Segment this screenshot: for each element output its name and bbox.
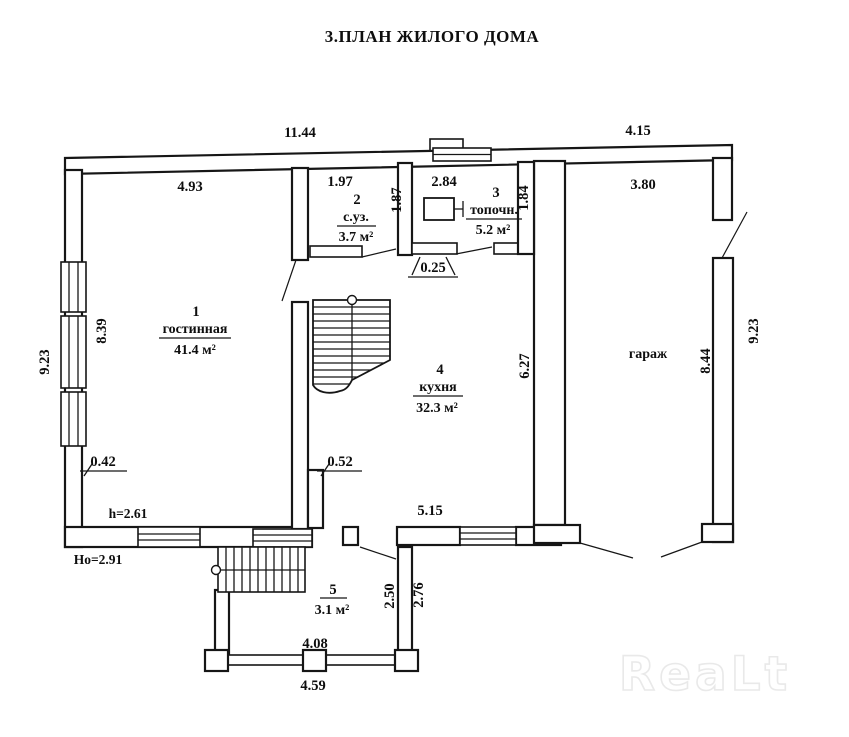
dim-5-15: 5.15 <box>417 503 443 519</box>
right-wall-foot <box>702 524 733 542</box>
porch-post-right <box>395 650 418 671</box>
porch <box>205 650 418 671</box>
right-wall <box>713 258 733 542</box>
dim-1-84: 1.84 <box>516 185 532 211</box>
porch-post-middle <box>303 650 326 671</box>
room2-number: 2 <box>353 192 361 208</box>
realt-watermark: ReaLt <box>618 647 792 702</box>
dim-6-27: 6.27 <box>517 353 533 379</box>
porch-rail-right <box>326 655 395 665</box>
window-left-2 <box>61 316 86 388</box>
stair-newel-post <box>348 296 357 305</box>
room5-right-wall <box>398 547 412 657</box>
window-bottom-2 <box>253 529 312 547</box>
room5-left-wall <box>215 590 229 654</box>
room4-number: 4 <box>436 362 444 378</box>
garage-divider-wall <box>534 161 565 525</box>
door-living-room <box>282 260 296 301</box>
dim-0-25: 0.25 <box>420 260 446 276</box>
dim-8-44: 8.44 <box>698 348 714 374</box>
dim-11-44: 11.44 <box>284 125 316 141</box>
room1-area: 41.4 м² <box>174 343 216 358</box>
garage-gate-left <box>580 543 633 558</box>
dim-4-08: 4.08 <box>302 636 328 652</box>
boiler-icon <box>424 198 463 220</box>
bathroom-bottom-wall <box>310 246 362 257</box>
internal-staircase <box>310 296 392 393</box>
dim-0-52: 0.52 <box>327 454 353 470</box>
room1-number: 1 <box>192 304 200 320</box>
room1-right-wall-upper <box>292 168 308 260</box>
page-title: 3.ПЛАН ЖИЛОГО ДОМА <box>324 27 540 46</box>
pier-0-52 <box>308 470 323 528</box>
room5-area: 3.1 м² <box>314 603 350 618</box>
room4-name: кухня <box>419 380 457 395</box>
room5-number: 5 <box>329 582 337 598</box>
dim-4-59: 4.59 <box>300 678 326 694</box>
room-label-bathroom <box>337 192 376 245</box>
external-stair-newel <box>212 566 221 575</box>
garage-label: гараж <box>628 347 668 362</box>
dim-0-42: 0.42 <box>90 454 116 470</box>
room3-name: топочн. <box>470 203 518 218</box>
garage-divider-foot <box>534 525 580 543</box>
porch-rail-left <box>228 655 303 665</box>
door-leaves <box>282 212 747 559</box>
window-bottom-1 <box>138 527 200 547</box>
dim-2-84: 2.84 <box>431 174 457 190</box>
dim-9-23-left: 9.23 <box>37 349 53 375</box>
door-kitchen-exit <box>360 547 396 559</box>
external-staircase <box>212 547 306 592</box>
dim-2-50: 2.50 <box>382 583 398 609</box>
room1-right-wall-lower <box>292 302 308 529</box>
dim-1-87: 1.87 <box>389 187 405 213</box>
dim-2-76: 2.76 <box>411 582 427 608</box>
door-boiler <box>456 247 492 254</box>
window-left-3 <box>61 392 86 446</box>
room-label-kitchen <box>413 362 463 416</box>
dim-8-39: 8.39 <box>94 318 110 344</box>
dimension-marks <box>80 257 458 476</box>
room2-area: 3.7 м² <box>338 230 374 245</box>
dim-ho-2-91: Но=2.91 <box>73 552 123 567</box>
bottom-wall-pier <box>343 527 358 545</box>
stair-treads <box>310 296 392 392</box>
dim-h-2-61: h=2.61 <box>108 506 148 521</box>
room1-name: гостинная <box>162 322 228 337</box>
room2-name: с.уз. <box>343 210 369 225</box>
window-kitchen <box>460 527 516 545</box>
room3-area: 5.2 м² <box>475 223 511 238</box>
room-label-5 <box>315 582 350 618</box>
dim-9-23-right: 9.23 <box>746 318 762 344</box>
room3-number: 3 <box>492 185 500 201</box>
window-left-1 <box>61 262 86 312</box>
right-wall-top <box>713 158 732 220</box>
porch-post-left <box>205 650 228 671</box>
room-label-living <box>159 304 231 358</box>
dim-1-97: 1.97 <box>327 174 353 190</box>
garage-gate-right <box>661 542 702 557</box>
room-label-boiler <box>466 185 522 238</box>
dim-3-80: 3.80 <box>630 177 656 193</box>
window-top <box>433 148 491 161</box>
dim-4-15: 4.15 <box>625 123 651 139</box>
dim-4-93: 4.93 <box>177 179 203 195</box>
door-bathroom <box>362 249 396 257</box>
boiler-bottom-wall-left <box>412 243 457 254</box>
bottom-wall-kitchen <box>397 527 460 545</box>
room4-area: 32.3 м² <box>416 401 458 416</box>
